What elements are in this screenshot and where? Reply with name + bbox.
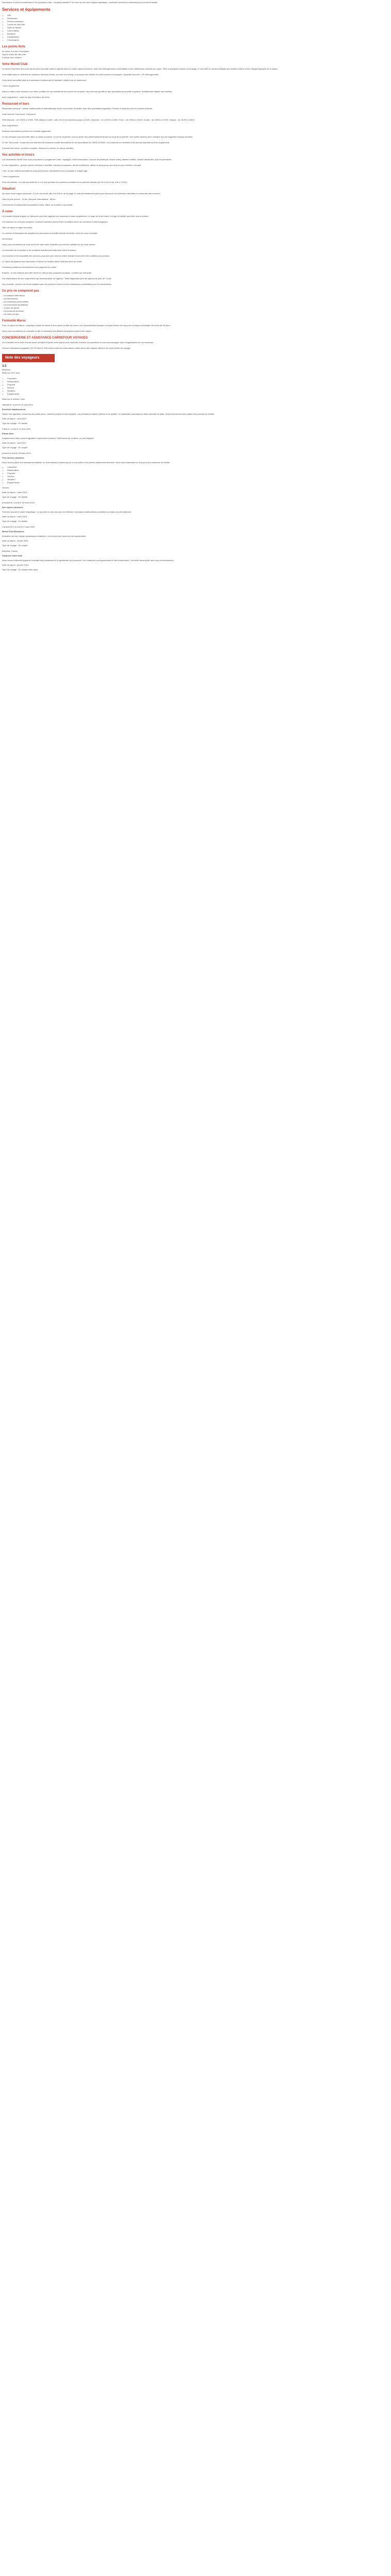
list-item: • Propreté: [7, 472, 385, 475]
list-item: • Centre de bien-être: [7, 23, 385, 26]
review-text: Nous avons passé une semaine formidable. Le club enfants a beaucoup plu à nos petits et les soirées étaient très animées. Nous recommandons ce club pour des vacances en famille.: [2, 461, 170, 464]
list-item: • Piscine extérieure: [7, 20, 385, 23]
review-date: Date du séjour : mars 2024: [2, 491, 27, 494]
services-list: [2, 14, 385, 42]
paragraph: Vous serez accueillis dans une ambiance chaleureuse et familiale, idéale pour se ressourcer.: [2, 79, 87, 81]
paragraph: La fermeture de la piscine et de certaines activités peut intervenir selon la saison.: [2, 249, 77, 251]
notes-title-bar: Note des voyageurs: [2, 354, 55, 362]
paragraph: Les réservations se font uniquement par l'intermédiaire de l'agence. Tarifs dégressifs pour les séjours de plus de 7 nuits.: [2, 277, 112, 280]
a-noter-section: [2, 210, 385, 286]
review-date: Date du séjour : avril 2024: [2, 442, 26, 444]
exclusion-line: - Les dépenses personnelles: [2, 300, 29, 303]
conciergerie-title: CONCIERGERIE ET ASSISTANCE CARREFOUR VOYAGES: [2, 336, 88, 340]
review: [2, 428, 385, 449]
review-title: Points forts: [2, 432, 14, 435]
review-type: Type de voyage : En famille: [2, 422, 28, 425]
exclusion-line: - Les boissons premium: [2, 310, 24, 312]
review-text: Très bon accueil et cadre magnifique. Le spa est un vrai plus pour se détendre. Quelques améliorations possibles au niveau du petit déjeuner.: [2, 511, 132, 513]
criteria-list: [2, 377, 385, 396]
review-title: Très bonnes vacances: [2, 456, 24, 459]
criteria-list: [2, 466, 385, 484]
list-item: • Conciergerie: [7, 39, 385, 42]
review-text: Animation au top, équipe dynamique et attentive. La formule tout inclus est très appréciable.: [2, 535, 86, 537]
paragraph: Les animateurs Mondi Club vous proposent un programme varié : aquagym, réveil musculaire, tournois de pétanque, beach-volley, ateliers créatifs, soirées dansantes, quiz et spectacles.: [2, 158, 172, 161]
votre-club-title: Votre Mondi Club: [2, 63, 28, 66]
list-item: • Situation: [7, 478, 385, 481]
ce-prix-section: [2, 289, 385, 316]
formalite-title: Formalité Maroc: [2, 319, 26, 323]
review: [2, 550, 385, 571]
paragraph: Nous vous conseillons de consulter le site du ministère des Affaires étrangères avant votre départ.: [2, 330, 92, 332]
exclusion-line: - Le transport aller/retour: [2, 294, 25, 297]
services-section: [2, 7, 385, 42]
ratings-count: Basé sur 6 critères / avis: [2, 398, 25, 400]
services-title: Services et équipements: [2, 7, 51, 12]
paragraph: * Avec supplément: [2, 175, 20, 178]
list-item: • Restauration: [7, 469, 385, 472]
paragraph: Il est établi dans un domaine de plusieurs hectares boisés, au bord d'un étang, et propose des chalets et mobil-homes tout équipés. Capacité d'accueil : 120 hébergements.: [2, 73, 159, 76]
paragraph: Le bar "tout inclus" comprend une sélection de boissons locales alcoolisées et non alcoolisées de 10h00 à 23h00. Les boissons en bouteille et les alcools importés sont en supplément.: [2, 141, 170, 144]
review-meta: Caroline1970 a écrit le 2 mars 2024: [2, 526, 35, 528]
paragraph: Le nombre d'hébergements adaptés aux personnes à mobilité réduite est limité, merci de nous consulter.: [2, 232, 98, 234]
paragraph: Gare la plus proche : 15 km. Aéroport international : 65 km.: [2, 198, 56, 200]
paragraph: L'été, le club enfants accueille les plus jeunes avec des ateliers et jeux adaptés à chaque âge.: [2, 170, 88, 172]
list-item: • Chambres: [7, 377, 385, 380]
score-label: Moyenne: [2, 368, 11, 371]
review: [2, 452, 385, 499]
list-item: • Service: [7, 386, 385, 389]
paragraph: Avec supplément : soins au spa et location de vélos.: [2, 96, 50, 98]
paragraph: À votre disposition : grande piscine extérieure chauffée, transats et parasols, terrain multisports, tables de ping-pong, aire de jeux pour enfants, mini-golf.: [2, 164, 142, 166]
review-type: Type de voyage : En famille: [2, 520, 28, 522]
paragraph: Enfants : le club enfants peut être fermé en dehors des vacances scolaires. Lit bébé sur demande.: [2, 272, 92, 274]
points-forts-line: Spa et centre de bien-être: [2, 53, 26, 56]
list-item: • Restaurant: [7, 17, 385, 20]
ce-prix-title: Ce prix ne comprend pas: [2, 290, 39, 293]
review-meta: Nathalie B. a écrit le 20 avril 2024: [2, 403, 33, 406]
list-item: • Situation: [7, 389, 385, 393]
exclusion-line: - Les assurances: [2, 297, 18, 300]
activites-title: Vos activités et loisirs: [2, 154, 35, 157]
paragraph: Nos conseils : prévoir une tenue adaptée pour les soirées à thème et des chaussures confortables pour les randonnées.: [2, 283, 112, 285]
review-meta: Anouska M. a écrit le 16 mars 2024: [2, 501, 35, 504]
list-item: • Équipements: [7, 393, 385, 396]
intro-text: Description à venir prochainement ! En quelques mots : Camping familial 3* en bord de mer avec espace aquatique, nombreux services et animations pour toute la famille.: [2, 1, 158, 4]
review-text: Séjour très agréable, personnel aux petits soins, chambre propre et bien équipée. Les animations étaient variées et de qualité. Le restaurant proposait une belle diversité de plats. Nous reviendrons avec plaisir l'an prochain en famille.: [2, 413, 215, 415]
paragraph: Un conseiller est à votre écoute avant, pendant et après votre séjour pour répondre à toutes vos questions et vous accompagner dans l'organisation de vos vacances.: [2, 341, 154, 344]
a-noter-title: À noter: [2, 210, 13, 213]
points-forts-title: Les points forts: [2, 45, 26, 48]
list-item: • Club enfants: [7, 29, 385, 32]
situation-section: [2, 187, 385, 207]
review-date: Date du séjour : mars 2024: [2, 515, 27, 518]
paragraph: Les horaires et les modalités des services proposés sont donnés à titre indicatif et peuvent être modifiés sans préavis.: [2, 255, 110, 257]
list-item: • Restauration: [7, 380, 385, 383]
points-forts-line: Formule tout compris: [2, 56, 22, 59]
review-type: Type de voyage : En couple: [2, 446, 28, 449]
paragraph: Commerces et restaurants accessibles à pied. Office de tourisme à proximité.: [2, 204, 73, 206]
reviews-count: Basé sur 1147 avis: [2, 371, 20, 374]
paragraph: Un transfert depuis la gare ou l'aéroport peut être organisé sur demande et avec supplément. Le linge de lit est fourni, le linge de toilette peut être loué sur place.: [2, 215, 149, 217]
paragraph: Le dépôt de garantie sera demandé à l'arrivée et restitué après l'état des lieux de sortie.: [2, 260, 83, 263]
activites-section: [2, 153, 385, 184]
average-score: 3.5: [2, 365, 7, 368]
paragraph: Petit déjeuner : de 07h00 à 10h00. Petit déjeuner tardif : café, thé et viennoiseries jusqu'à 11h00. Déjeuner : de 12h30 à 14h00. Dîner : de 19h00 à 21h30. Goûter : de 16h00 à 17h00. Snacks : de 11h00 à 18h00.: [2, 118, 195, 121]
review-meta: Marysha, France: [2, 550, 18, 552]
paragraph: Le Mondi Club Nord-Est a été pensé pour accueillir petits et grands dans un cadre naturel préservé, avec des hébergements confortables et de nombreuses activités sur place. Situé à quelques minutes de la plage, le club offre un accès privilégié aux sentiers côtiers et aux villages typiques de la région.: [2, 67, 279, 70]
paragraph: Dans le cadre d'une semaine à la vidéo, profitez de nos animations en journée et en soirée, des tournois sportifs et des spectacles pour petits et grands. Parfaitement adapté aux familles.: [2, 90, 173, 93]
review-text: Emplacement idéal, piscine agréable et personnel souriant. Petit bémol sur la literie, un peu fatiguée.: [2, 437, 94, 439]
review: [2, 526, 385, 547]
review-title: Des supers vacances: [2, 506, 23, 509]
paragraph: Le bar principal vous accueille dans un cadre convivial. Le bar de la piscine vous propose des rafraîchissements tout au long de la journée. Une soirée animée avec musique live est organisée chaque semaine.: [2, 135, 193, 138]
formalite-section: [2, 319, 385, 333]
paragraph: Information: [2, 238, 13, 240]
review-text: Nous avons fortement apprécié la qualité des prestations et la gentillesse du personnel. Les chambres sont spacieuses et bien entretenues. Une belle découverte que nous recommandons.: [2, 559, 174, 562]
list-item: • Service: [7, 475, 385, 478]
situation-title: Situation: [2, 188, 15, 191]
paragraph: Boissons alcoolisées premium et cocktails signatures.: [2, 130, 52, 132]
exclusion-line: - La taxe de séjour: [2, 307, 20, 309]
list-item: • Équipements: [7, 481, 385, 484]
conciergerie-section: [2, 336, 385, 350]
restaurant-section: [2, 102, 385, 150]
review-date: Date du séjour : janvier 2024: [2, 564, 29, 566]
review-title: Mondi Club Résidence: [2, 530, 24, 533]
paragraph: Pour un séjour au Maroc : passeport valide au moins 6 mois après la date de retour. Les ressortissants français n'ont pas besoin de visa pour un séjour touristique de moins de 90 jours.: [2, 324, 171, 327]
points-forts-section: [2, 45, 385, 59]
paragraph: Service d'assistance joignable 7j/7 et 24h/24. Retrouvez toutes les informations utiles dans votre espace client et sur votre carnet de voyage.: [2, 347, 131, 349]
review-type: Type de voyage : En famille: [2, 496, 28, 498]
paragraph: Restaurant principal : cuisine traditionnelle et internationale servie sous forme de buffet, avec des spécialités régionales. Pensez à réserver pour les soirées à thème.: [2, 107, 153, 110]
paragraph: Formule tout inclus : pension complète, boissons à volonté, en-cas et activités.: [2, 147, 74, 149]
restaurant-title: Restaurant et bars: [2, 103, 29, 106]
list-item: • Wifi: [7, 14, 385, 17]
paragraph: Taxe de séjour à régler sur place.: [2, 226, 33, 229]
list-item: • Salle de fitness: [7, 26, 385, 29]
paragraph: Les animaux ne sont pas acceptés. Certaines activités peuvent être modifiées selon les conditions météorologiques.: [2, 221, 108, 223]
paragraph: Certaines prestations mentionnées sont payantes sur place.: [2, 266, 57, 268]
exclusion-line: - Les soins au spa: [2, 313, 19, 315]
paragraph: Pour les enfants : un club accueille les 4 à 12 ans pendant les vacances scolaires et en période estivale (de 9h à 12h et de 14h à 17h30).: [2, 181, 128, 183]
review: [2, 403, 385, 425]
page: [0, 0, 387, 578]
exclusion-line: - Les excursions facultatives: [2, 303, 28, 306]
review: [2, 501, 385, 523]
list-item: • Chambres: [7, 466, 385, 469]
list-item: • Propreté: [7, 383, 385, 386]
review-date: Date du séjour : février 2024: [2, 539, 28, 542]
review-date: Date du séjour : avril 2024: [2, 417, 26, 420]
review-meta: yonacm a écrit le 28 mars 2024: [2, 452, 31, 454]
review-meta: Fabio B. a écrit le 12 avril 2024: [2, 428, 31, 430]
review-avg: Service: [2, 486, 9, 489]
review-type: Type de voyage : En couple entre amis: [2, 568, 38, 571]
review-type: Type de voyage : En couple: [2, 544, 28, 547]
paragraph: Avec supplément :: [2, 124, 19, 127]
paragraph: Votre formule "tout inclus" comprend :: [2, 113, 37, 115]
points-forts-line: Au cœur d'un lieu d'exception: [2, 50, 29, 53]
votre-club-section: [2, 62, 385, 99]
notes-summary: [2, 364, 385, 401]
paragraph: * Avec supplément: [2, 84, 20, 87]
review-title: Vacances entre amis: [2, 554, 23, 557]
paragraph: Nous vous conseillons de vous munir de votre carte d'identité en cours de validité lors de votre arrivée.: [2, 243, 96, 246]
list-item: • Climatisation: [7, 36, 385, 39]
paragraph: Au cœur d'une région préservée, à 2 km du centre-ville et à 500 m de la plage, le club est idéalement placé pour découvrir les richesses naturelles et culturelles des environs.: [2, 192, 161, 195]
review-title: Excellent établissement: [2, 408, 26, 411]
list-item: • Boutique: [7, 32, 385, 36]
